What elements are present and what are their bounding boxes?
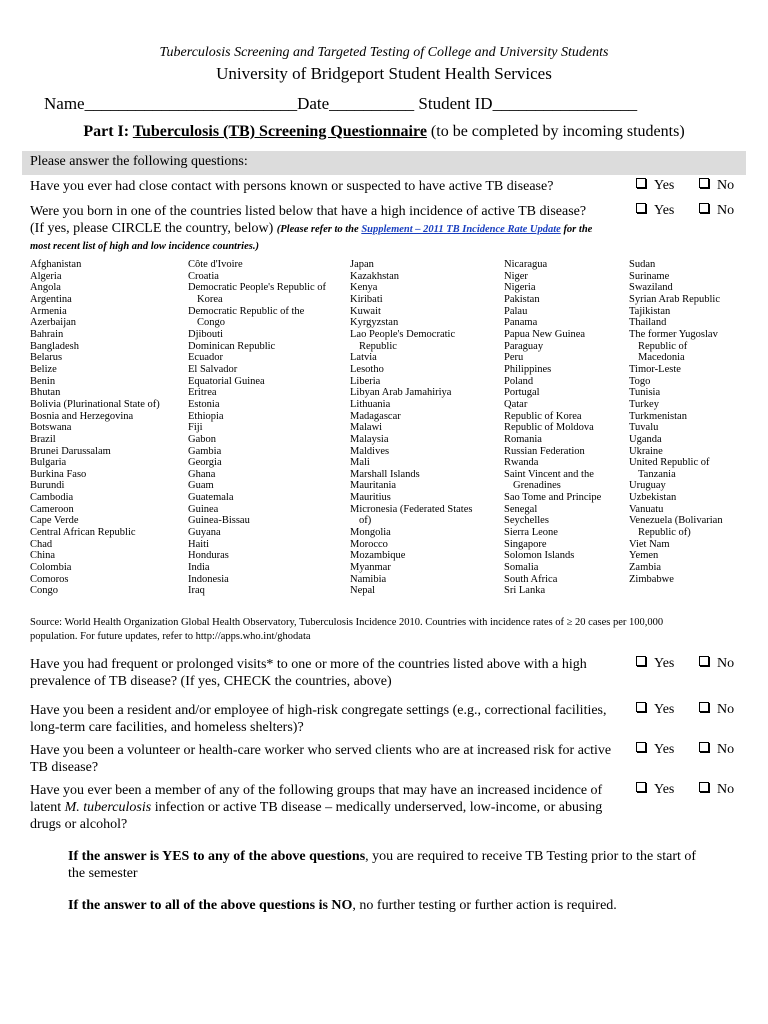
country-item[interactable]: Bulgaria	[30, 457, 67, 469]
q4-no-option[interactable]: No	[699, 702, 734, 718]
country-item[interactable]: Grenadines	[513, 480, 561, 492]
country-item[interactable]: China	[30, 550, 56, 562]
country-item[interactable]: Guinea	[188, 503, 219, 515]
country-item[interactable]: Uruguay	[629, 480, 666, 492]
country-item[interactable]: Morocco	[350, 538, 388, 550]
country-item[interactable]: Guam	[188, 480, 214, 492]
country-item[interactable]: Timor-Leste	[629, 363, 681, 375]
country-item[interactable]: Burundi	[30, 480, 65, 492]
country-item[interactable]: Guyana	[188, 527, 221, 539]
country-item[interactable]: Sao Tome and Principe	[504, 492, 602, 504]
checkbox-icon[interactable]	[699, 782, 709, 792]
country-item[interactable]: Botswana	[30, 422, 72, 434]
country-item[interactable]: Ecuador	[188, 352, 223, 364]
country-item[interactable]: Kenya	[350, 282, 378, 294]
supplement-link[interactable]: Supplement – 2011 TB Incidence Rate Update	[361, 224, 561, 235]
country-item[interactable]: Belize	[30, 363, 57, 375]
part-heading	[0, 123, 768, 141]
country-item[interactable]: Republic of Moldova	[504, 422, 594, 434]
checkbox-icon[interactable]	[636, 742, 646, 752]
country-item[interactable]: Korea	[197, 293, 223, 305]
country-item[interactable]: Bangladesh	[30, 340, 79, 352]
country-item[interactable]: Ethiopia	[188, 410, 224, 422]
university-title: University of Bridgeport Student Health Services	[216, 64, 552, 83]
country-item[interactable]: Panama	[504, 317, 538, 329]
checkbox-icon[interactable]	[699, 656, 709, 666]
country-item[interactable]: Tunisia	[629, 387, 661, 399]
country-item[interactable]: Estonia	[188, 398, 220, 410]
country-item[interactable]: Syrian Arab Republic	[629, 293, 720, 305]
country-item[interactable]: Mauritius	[350, 492, 391, 504]
country-item[interactable]: Lithuania	[350, 398, 391, 410]
country-item[interactable]: Brunei Darussalam	[30, 445, 111, 457]
country-item[interactable]: Fiji	[188, 422, 203, 434]
country-item[interactable]: Russian Federation	[504, 445, 585, 457]
country-item[interactable]: Libyan Arab Jamahiriya	[350, 387, 452, 399]
country-item[interactable]: Mozambique	[350, 550, 406, 562]
refer-note: (Please refer to the	[276, 224, 362, 235]
country-item[interactable]: Georgia	[188, 457, 222, 469]
q6-no-option[interactable]: No	[699, 782, 734, 798]
country-item[interactable]: South Africa	[504, 573, 558, 585]
country-item[interactable]: Congo	[197, 317, 226, 329]
country-item[interactable]: Viet Nam	[629, 538, 670, 550]
part-suffix: (to be completed by incoming students)	[426, 123, 685, 140]
document-subtitle: Tuberculosis Screening and Targeted Testing of College and University Students	[159, 45, 609, 60]
country-item[interactable]: Gabon	[188, 433, 216, 445]
country-item[interactable]: Philippines	[504, 363, 552, 375]
country-item[interactable]: Paraguay	[504, 340, 544, 352]
country-item[interactable]: Tajikistan	[629, 305, 671, 317]
refer-note-line2: most recent list of high and low incidence countries.)	[30, 241, 259, 252]
q4-yes-option[interactable]: Yes	[636, 702, 674, 718]
country-item[interactable]: Nepal	[350, 585, 376, 597]
q3-yes-option[interactable]: Yes	[636, 656, 674, 672]
country-item[interactable]: Kyrgyzstan	[350, 317, 399, 329]
q1-yes-option[interactable]: Yes	[636, 178, 674, 194]
country-item[interactable]: Congo	[30, 585, 59, 597]
country-item[interactable]: Vanuatu	[629, 503, 664, 515]
result-yes-note: If the answer is YES to any of the above questions, you are required to receive TB Testing prior to the start of the semester	[68, 849, 697, 881]
country-item[interactable]: Haiti	[188, 538, 209, 550]
country-item[interactable]: Zambia	[629, 562, 662, 574]
q6-yes-option[interactable]: Yes	[636, 782, 674, 798]
country-item[interactable]: Equatorial Guinea	[188, 375, 265, 387]
country-item[interactable]: Cape Verde	[30, 515, 79, 527]
country-item[interactable]: Lao People's Democratic	[350, 328, 456, 340]
country-item[interactable]: Ukraine	[629, 445, 663, 457]
country-item[interactable]: Ghana	[188, 468, 216, 480]
country-item[interactable]: Gambia	[188, 445, 222, 457]
checkbox-icon[interactable]	[636, 178, 646, 188]
country-item[interactable]: Chad	[30, 538, 53, 550]
country-item[interactable]: Malawi	[350, 422, 383, 434]
country-item[interactable]: Tuvalu	[629, 422, 659, 434]
country-item[interactable]: Indonesia	[188, 573, 229, 585]
country-item[interactable]: Afghanistan	[30, 259, 82, 270]
country-item[interactable]: Peru	[504, 352, 524, 364]
country-item[interactable]: Eritrea	[188, 387, 217, 399]
country-item[interactable]: Senegal	[504, 503, 538, 515]
country-item[interactable]: Mali	[350, 457, 370, 469]
country-item[interactable]: Sierra Leone	[504, 527, 558, 539]
q1-no-option[interactable]: No	[699, 178, 734, 194]
q2-no-option[interactable]: No	[699, 203, 734, 219]
country-item[interactable]: Madagascar	[350, 410, 401, 422]
instructions-bar	[22, 151, 746, 175]
country-item[interactable]: Rwanda	[504, 457, 539, 469]
country-item[interactable]: Belarus	[30, 352, 63, 364]
country-item[interactable]: Solomon Islands	[504, 550, 575, 562]
country-item[interactable]: Armenia	[30, 305, 67, 317]
country-item[interactable]: Dominican Republic	[188, 340, 276, 352]
country-item[interactable]: Republic	[359, 340, 397, 352]
country-item[interactable]: Maldives	[350, 445, 390, 457]
q5-yes-option[interactable]: Yes	[636, 742, 674, 758]
country-item[interactable]: Togo	[629, 375, 651, 387]
country-item[interactable]: Benin	[30, 375, 56, 387]
country-item[interactable]: Djibouti	[188, 328, 224, 340]
country-item[interactable]: Burkina Faso	[30, 468, 87, 480]
country-item[interactable]: Somalia	[504, 562, 539, 574]
country-column-5	[629, 259, 723, 585]
country-item[interactable]: Azerbaijan	[30, 317, 77, 329]
country-item[interactable]: Latvia	[350, 352, 377, 364]
country-item[interactable]: Venezuela (Bolivarian	[629, 515, 723, 527]
question-4: Have you been a resident and/or employee of high-risk congregate settings (e.g., correctional facilities, long-term care facilities, and homeless shelters)?	[30, 703, 607, 735]
country-item[interactable]: Lesotho	[350, 363, 384, 375]
country-item[interactable]: Democratic Republic of the	[188, 305, 305, 317]
country-item[interactable]: Tanzania	[638, 468, 676, 480]
country-item[interactable]: Honduras	[188, 550, 229, 562]
country-item[interactable]: Poland	[504, 375, 534, 387]
country-item[interactable]: Colombia	[30, 562, 72, 574]
country-item[interactable]: Kuwait	[350, 305, 381, 317]
country-item[interactable]: India	[188, 562, 210, 574]
country-item[interactable]: Bosnia and Herzegovina	[30, 410, 134, 422]
part-title: Tuberculosis (TB) Screening Questionnaire	[132, 123, 427, 140]
country-item[interactable]: Liberia	[350, 375, 381, 387]
country-item[interactable]: Kiribati	[350, 293, 383, 305]
country-item[interactable]: Angola	[30, 282, 61, 294]
country-column-2	[188, 259, 326, 597]
country-item[interactable]: Republic of)	[638, 527, 691, 539]
country-item[interactable]: Swaziland	[629, 282, 673, 294]
country-item[interactable]: Mongolia	[350, 527, 391, 539]
checkbox-icon[interactable]	[636, 203, 646, 213]
question-6: Have you ever been a member of any of the following groups that may have an increased incidence of latent M. tuberculosis infection or active TB disease – medically underserved, low-income, or abusing drugs or alcohol?	[30, 783, 603, 832]
country-item[interactable]: Uganda	[629, 433, 662, 445]
checkbox-icon[interactable]	[636, 782, 646, 792]
country-item[interactable]: Argentina	[30, 293, 72, 305]
q2-yes-option[interactable]: Yes	[636, 203, 674, 219]
country-item[interactable]: Nigeria	[504, 282, 536, 294]
country-item[interactable]: Mauritania	[350, 480, 397, 492]
country-item[interactable]: Central African Republic	[30, 527, 136, 539]
checkbox-icon[interactable]	[636, 702, 646, 712]
country-item[interactable]: Guinea-Bissau	[188, 515, 250, 527]
country-item[interactable]: Japan	[350, 259, 374, 270]
country-item[interactable]: Turkmenistan	[629, 410, 687, 422]
question-3: Have you had frequent or prolonged visits* to one or more of the countries listed above with a high prevalence of TB disease? (If yes, CHECK the countries, above)	[30, 657, 587, 689]
country-item[interactable]: Republic of Korea	[504, 410, 582, 422]
question-2-line2: (If yes, please CIRCLE the country, below)	[30, 221, 277, 236]
country-item[interactable]: Côte d'Ivoire	[188, 259, 243, 270]
question-5: Have you been a volunteer or health-care worker who served clients who are at increased risk for active TB disease?	[30, 743, 612, 775]
checkbox-icon[interactable]	[699, 178, 709, 188]
country-item[interactable]: Algeria	[30, 270, 62, 282]
country-item[interactable]: Croatia	[188, 270, 219, 282]
country-item[interactable]: Saint Vincent and the	[504, 468, 594, 480]
country-item[interactable]: Yemen	[629, 550, 659, 562]
country-item[interactable]: Zimbabwe	[629, 573, 674, 585]
country-item[interactable]: Cambodia	[30, 492, 74, 504]
country-item[interactable]: Singapore	[504, 538, 547, 550]
country-item[interactable]: The former Yugoslav	[629, 328, 718, 340]
country-item[interactable]: Turkey	[629, 398, 659, 410]
country-item[interactable]: Bolivia (Plurinational State of)	[30, 398, 160, 410]
country-item[interactable]: Myanmar	[350, 562, 391, 574]
country-item[interactable]: Marshall Islands	[350, 468, 420, 480]
country-item[interactable]: Malaysia	[350, 433, 389, 445]
country-item[interactable]: Romania	[504, 433, 542, 445]
country-item[interactable]: Niger	[504, 270, 528, 282]
country-item[interactable]: Qatar	[504, 398, 528, 410]
country-item[interactable]: Namibia	[350, 573, 387, 585]
country-column-3	[350, 259, 472, 597]
country-item[interactable]: Bahrain	[30, 328, 64, 340]
result-no-note: If the answer to all of the above questions is NO, no further testing or further action is required.	[68, 898, 617, 913]
country-item[interactable]: Palau	[504, 305, 528, 317]
question-2: Were you born in one of the countries listed below that have a high incidence of active TB disease? (If yes, please CIRCLE the country, below) (Please refer to the Supplement – 2011 TB Incidence Rate Update for the most recent list of high and low incidence countries.)	[30, 203, 592, 255]
country-item[interactable]: Brazil	[30, 433, 56, 445]
checkbox-icon[interactable]	[636, 656, 646, 666]
country-item[interactable]: Macedonia	[638, 352, 685, 364]
country-item[interactable]: Portugal	[504, 387, 540, 399]
source-note: Source: World Health Organization Global Health Observatory, Tuberculosis Incidence 2010. Countries with incidence rates of ≥ 20 cases per 100,000 population. For future updates, refer to http://apps.who.int/ghodata	[30, 617, 664, 642]
checkbox-icon[interactable]	[699, 203, 709, 213]
country-item[interactable]: Papua New Guinea	[504, 328, 586, 340]
q3-no-option[interactable]: No	[699, 656, 734, 672]
country-item[interactable]: Micronesia (Federated States	[350, 503, 473, 515]
country-item[interactable]: Kazakhstan	[350, 270, 399, 282]
question-2-line1: Were you born in one of the countries listed below that have a high incidence of active TB disease?	[30, 204, 587, 219]
country-column-4	[504, 259, 601, 597]
country-item[interactable]: Pakistan	[504, 293, 540, 305]
question-1: Have you ever had close contact with persons known or suspected to have active TB disease?	[30, 179, 554, 194]
country-column-1	[30, 259, 160, 597]
country-item[interactable]: Suriname	[629, 270, 670, 282]
id-line: Name_________________________Date__________ Student ID_________________	[44, 94, 638, 113]
country-item[interactable]: Sudan	[629, 259, 656, 270]
country-item[interactable]: Iraq	[188, 585, 205, 597]
country-item[interactable]: Bhutan	[30, 387, 61, 399]
q5-no-option[interactable]: No	[699, 742, 734, 758]
country-item[interactable]: Uzbekistan	[629, 492, 677, 504]
country-item[interactable]: Sri Lanka	[504, 585, 546, 597]
country-item[interactable]: Republic of	[638, 340, 688, 352]
country-item[interactable]: Nicaragua	[504, 259, 548, 270]
country-item[interactable]: Comoros	[30, 573, 69, 585]
country-item[interactable]: Thailand	[629, 317, 667, 329]
checkbox-icon[interactable]	[699, 702, 709, 712]
country-item[interactable]: Cameroon	[30, 503, 74, 515]
country-item[interactable]: Democratic People's Republic of	[188, 282, 327, 294]
country-item[interactable]: United Republic of	[629, 457, 710, 469]
country-item[interactable]: Guatemala	[188, 492, 234, 504]
checkbox-icon[interactable]	[699, 742, 709, 752]
country-item[interactable]: Seychelles	[504, 515, 549, 527]
country-item[interactable]: El Salvador	[188, 363, 238, 375]
instructions-text: Please answer the following questions:	[30, 154, 248, 169]
part-label: Part I:	[83, 123, 133, 140]
country-item[interactable]: of)	[359, 515, 372, 527]
